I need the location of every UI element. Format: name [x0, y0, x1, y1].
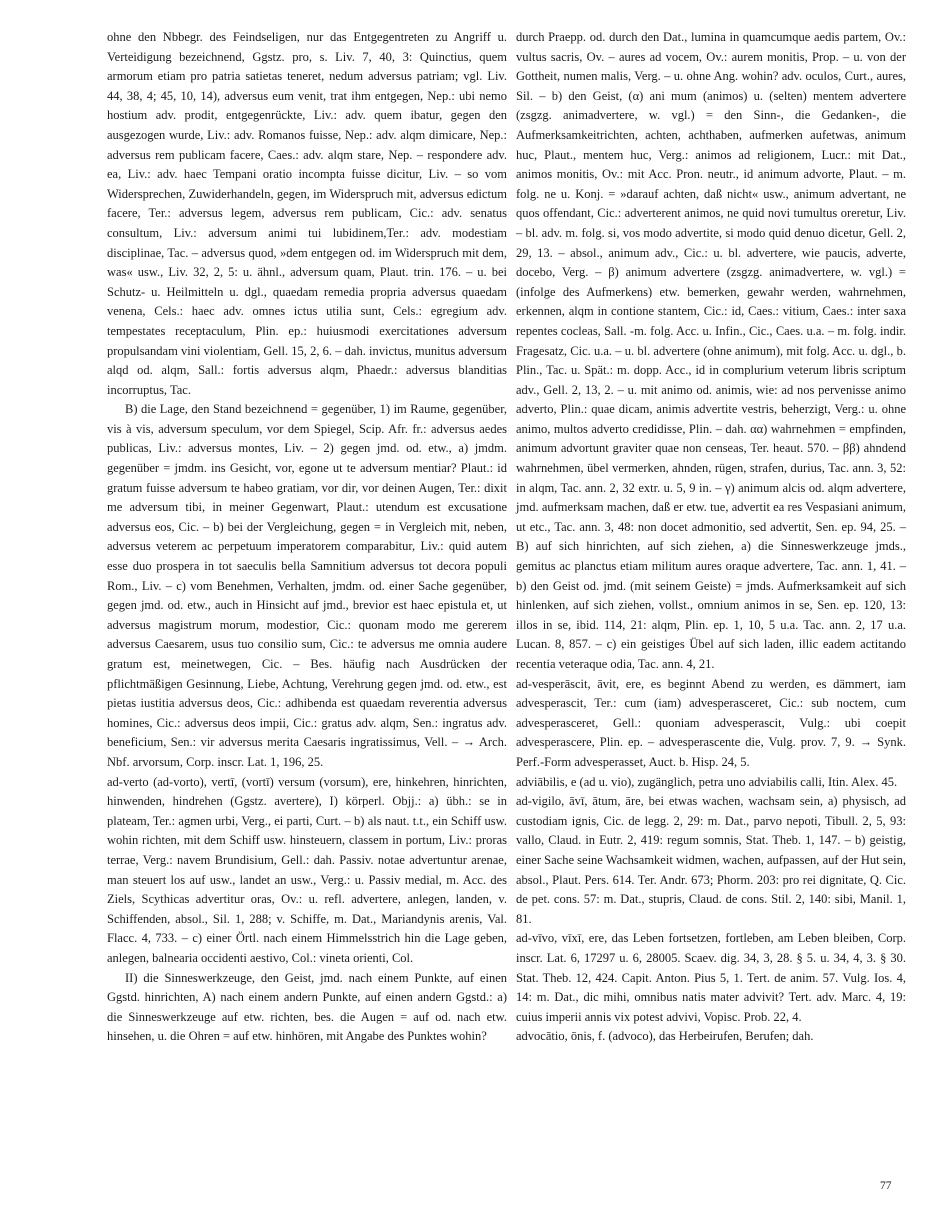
paragraph: ohne den Nbbegr. des Feindseligen, nur das Entgegentreten zu Angriff u. Verteidigung bezeichnend, Ggstz. pro, s. Liv. 7, 40, 3: Quinctius, quem armorum etiam pro patria satietas teneret, nedum adversus patriam; vgl. Liv. 44, 38, 4; 45, 10, 14), adversus eum venit, trat ihm entgegen, Nep.: ubi nemo hostium adv. prodit, entgegenrückte, Liv.: adv. quem ibatur, gegen den ausgezogen wurde, Liv.: adv. Romanos fuisse, Nep.: adv. alqm dimicare, Nep.: adversus rem publicam facere, Caes.: adv. alqm stare, Nep. – respondere adv. ea, Liv.: adv. haec Tempani oratio incompta fuisse dicitur, Liv. – so vom Widersprechen, Zuwiderhandeln, gegen, im Widerspruch mit, adversus edictum facere, Ter.: adversus legem, adversus rem publicam, Cic.: adv. senatus consultum, Liv.: adversum animi tui lubidinem,Ter.: adv. modestiam disciplinae, Tac. – adversus quod, »dem entgegen od. im Widerspruch mit dem, was« usw., Liv. 32, 2, 5: u. ähnl., adversum quam, Plaut. trin. 176. – u. bei Schutz- u. Heilmitteln u. dgl., quaedam remedia propria adversus quaedam venena, Cels.: haec adv. omnes ictus utilia sunt, Cels.: egregium adv. tempestates receptaculum, Plin. ep.: huiusmodi exercitationes adversum propulsandam vini violentiam, Gell. 15, 2, 6. – dah. invictus, munitus adversum alqd od. alqm, Sall.: fortis adversus alqm, Phaedr.: adversus blanditias incorruptus, Tac. — [107, 30, 507, 397]
entry-advocatio: advocātio, ōnis, f. (advoco), das Herbeirufen, Berufen; dah. — [516, 1029, 814, 1044]
entry-ad-vivo: ad-vīvo, vīxī, ere, das Leben fortsetzen, fortleben, am Leben bleiben, Corp. inscr. Lat. 6, 17297 u. 6, 28005. Scaev. dig. 34, 3, 28. § 5. u. 34, 4, 3. § 30. Stat. Theb. 12, 424. Capit. Anton. Pius 5, 1. Tert. de anim. 57. Vulg. Ios. 4, 14: m. Dat., dic mihi, omnibus natis mater advivit? Tert. adv. Marc. 4, 19: cuius imperii annis vix potest advivi, Vopisc. Prob. 22, 4. — [516, 931, 906, 1024]
paragraph: durch Praepp. od. durch den Dat., lumina in quamcumque aedis partem, Ov.: vultus sacris, Ov. – aures ad vocem, Ov.: aurem monitis, Prop. – u. von der Gottheit, numen malis, Verg. – u. ohne Ang. wohin? adv. oculos, Curt., aures, Sil. – b) den Geist, (α) ani mum (animos) u. (selten) mentem advertere (zsgzg. animadvertere, w. vgl.) = den Sinn-, die Gedanken-, die Aufmerksamkeitrichten, achten, achthaben, aufmerken aufetwas, animum huc, Plaut., mentem huc, Verg.: animos ad religionem, Lucr.: mit Dat., animos monitis, Ov.: mit Acc. Pron. neutr., id animum advorte, Plaut. – m. folg. ne u. Konj. = »darauf achten, daß nicht« usw., animum advertant, ne quos offendant, Cic.: adverterent animos, ne quid novi tumultus oreretur, Liv. – bl. adv. m. folg. si, vos modo advertite, si modo quid denuo dicetur, Gell. 2, 29, 13. – absol., animum adv., Cic.: u. bl. advertere, wie paucis, adverte, docebo, Verg. – β) animum advertere (zsgzg. animadvertere, w. vgl.) = (infolge des Aufmerkens) etw. bemerken, gewahr werden, wahrnehmen, erkennen, alqm in contione stantem, Cic.: id, Caes.: vitium, Caes.: inter saxa repentes cocleas, Sall. -m. folg. Acc. u. Infin., Cic., Caes. u.a. – m. folg. indir. Fragesatz, Cic. u.a. – u. bl. advertere (ohne animum), mit folg. Acc. u. dgl., b. Plin., Tac. u. Spät.: m. dopp. Acc., id in complurium veterum libris scriptum adv., Gell. 2, 13, 2. – u. mit animo od. animis, wie: ad nos pervenisse animo adverto, Plin.: quae dicam, animis advertite vestris, beherzigt, Verg.: u. ohne animo, multos adverto credidisse, Plin. – dah. αα) wahrnehmen = empfinden, animum advortunt graviter quae non censeas, Ter. heaut. 570. – ββ) ahndend wahrnehmen, übel vermerken, ahnden, rügen, strafen, durius, Tac. ann. 3, 52: in alqm, Tac. ann. 2, 32 extr. u. 5, 9 in. – γ) animum alcis od. alqm advertere, jmd. aufmerksam machen, daß er etw. tue, advertit ea res Vespasiani animum, ut etc., Tac. ann. 3, 48: non docet admonitio, sed advertit, Sen. ep. 94, 25. – B) auf sich hinrichten, auf sich ziehen, a) die Sinneswerkzeuge jmds., gemitus ac planctus etiam militum aures oraque advertere, Tac. ann. 1, 41. – b) den Geist od. jmd. (mit seinem Geiste) = jmds. Aufmerksamkeit auf sich hinlenken, auf sich ziehen, vollst., omnium animos in se, Sen. ep. 120, 13: illos in se, ibid. 114, 21: alqm, Plin. ep. 1, 10, 5 u.a. Tac. ann. 2, 17 u.a. Lucan. 8, 857. – c) ein geistiges Übel auf sich laden, illic eadem actitando recentia veteraque odia, Tac. ann. 4, 21. — [516, 30, 906, 671]
entry-ad-vigilo: ad-vigilo, āvī, ātum, āre, bei etwas wachen, wachsam sein, a) physisch, ad custodiam ignis, Cic. de legg. 2, 29: m. Dat., parvo nepoti, Tibull. 2, 5, 93: vallo, Claud. in Eutr. 2, 419: regum somnis, Stat. Theb. 1, 147. – b) geistig, einer Sache seine Wachsamkeit widmen, wachen, aufpassen, auf der Hut sein, absol., Plaut. Pers. 614. Ter. Andr. 673; Phorm. 203: pro rei dignitate, Q. Cic. de pet. cons. 57: m. Dat., stupris, Claud. de cons. Stil. 2, 140: sibi, Manil. 1, 81. — [516, 794, 906, 926]
left-column — [107, 28, 507, 1047]
page-number: 77 — [880, 1180, 892, 1192]
right-column — [516, 28, 906, 1047]
entry-adviabilis: adviābilis, e (ad u. vio), zugänglich, petra uno adviabilis calli, Itin. Alex. 45. — [516, 774, 898, 789]
paragraph: B) die Lage, den Stand bezeichnend = gegenüber, 1) im Raume, gegenüber, vis à vis, adversum speculum, vor dem Spiegel, Scip. Afr. fr.: adversus aedes publicas, Liv.: adversus montes, Liv. – 2) gegen jmd. od. etw., a) jmdm. gegenüber = jmdm. ins Gesicht, vor, egone ut te adversum mentiar? Plaut.: id gratum fuisse adversum te habeo gratiam, vor dir, vor deinen Augen, Ter.: dixit me adversum tibi, in meiner Gegenwart, Plaut.: utendum est excusatione adversus eos, Cic. – b) bei der Vergleichung, gegen = in Vergleich mit, neben, adversus veterem ac perpetuum imperatorem comparabitur, Liv.: quid autem esse duo prospera in tot saeculis bella Samnitium adversus tot decora populi Rom., Liv. – c) vom Benehmen, Verhalten, jmdm. od. einer Sache gegenüber, gegen jmd. od. etw., auch in Hinsicht auf jmd., brevior est haec epistula et, ut adversus magistrum morum, modestior, Cic.: quonam modo me gererem adversus Caesarem, usus tuo consilio sum, Cic.: te adversus me omnia audere gratum est, meinetwegen, Cic. – Bes. häufig nach Ausdrücken der pflichtmäßigen Gesinnung, Liebe, Achtung, Verehrung gegen jmd. od. etw., est pietas iustitia adversus deos, Cic.: adhibenda est quaedam reverentia adversus homines, Cic.: adversus deos impii, Cic.: gratus adv. alqm, Sen.: ingratus adv. beneficium, Sen.: vir adversus merita Caesaris ingratissimus, Vell. – → Arch. Nbf. arvorsum, Corp. inscr. Lat. 1, 196, 25. — [107, 402, 507, 769]
entry-ad-vesperascit: ad-vesperāscit, āvit, ere, es beginnt Abend zu werden, es dämmert, iam advesperascit, Ter.: cum (iam) advesperasceret, Cic.: sub noctem, cum advesperasceret, Gell.: quoniam advesperascit, Vulg.: ubi coepit advesperascere, Plin. ep. – advesperascente die, Vulg. prov. 7, 9. → Synk. Perf.-Form advesperasset, Auct. b. Hisp. 24, 5. — [516, 676, 906, 769]
entry-ad-verto: ad-verto (ad-vorto), vertī, (vortī) versum (vorsum), ere, hinkehren, hinrichten, hinwenden, hindrehen (Ggstz. avertere), I) körperl. Objj.: a) übh.: se in plateam, Ter.: agmen urbi, Verg., ei parti, Curt. – b) als naut. t.t., ein Schiff usw. wohin richten, mit dem Schiff usw. hinsteuern, classem in portum, Liv.: proras terrae, Verg.: navem Brundisium, Gell.: dah. Passiv. notae advertuntur arenae, man steuert los auf usw., landet an usw., Verg.: u. Passiv medial, m. Acc. des Ziels, Scythicas advertitur oras, Ov.: u. refl. advertere, anlegen, landen, v. Schiffenden, absol., Sil. 1, 288; v. Schiffe, m. Dat., Mariandynis arenis, Val. Flacc. 4, 733. – c) einer Örtl. nach einem Himmelsstrich hin die Lage geben, anlegen, balnearia occidenti aestivo, Col.: vineta orienti, Col. — [107, 774, 507, 965]
paragraph: II) die Sinneswerkzeuge, den Geist, jmd. nach einem Punkte, auf einen Ggstd. hinrichten, A) nach einem andern Punkte, auf einen andern Ggstd.: a) die Sinneswerkzeuge auf etw. richten, bes. die Augen = auf od. nach etw. hinsehen, u. die Ohren = auf etw. hinhören, mit Angabe des Punktes wohin? — [107, 970, 507, 1044]
